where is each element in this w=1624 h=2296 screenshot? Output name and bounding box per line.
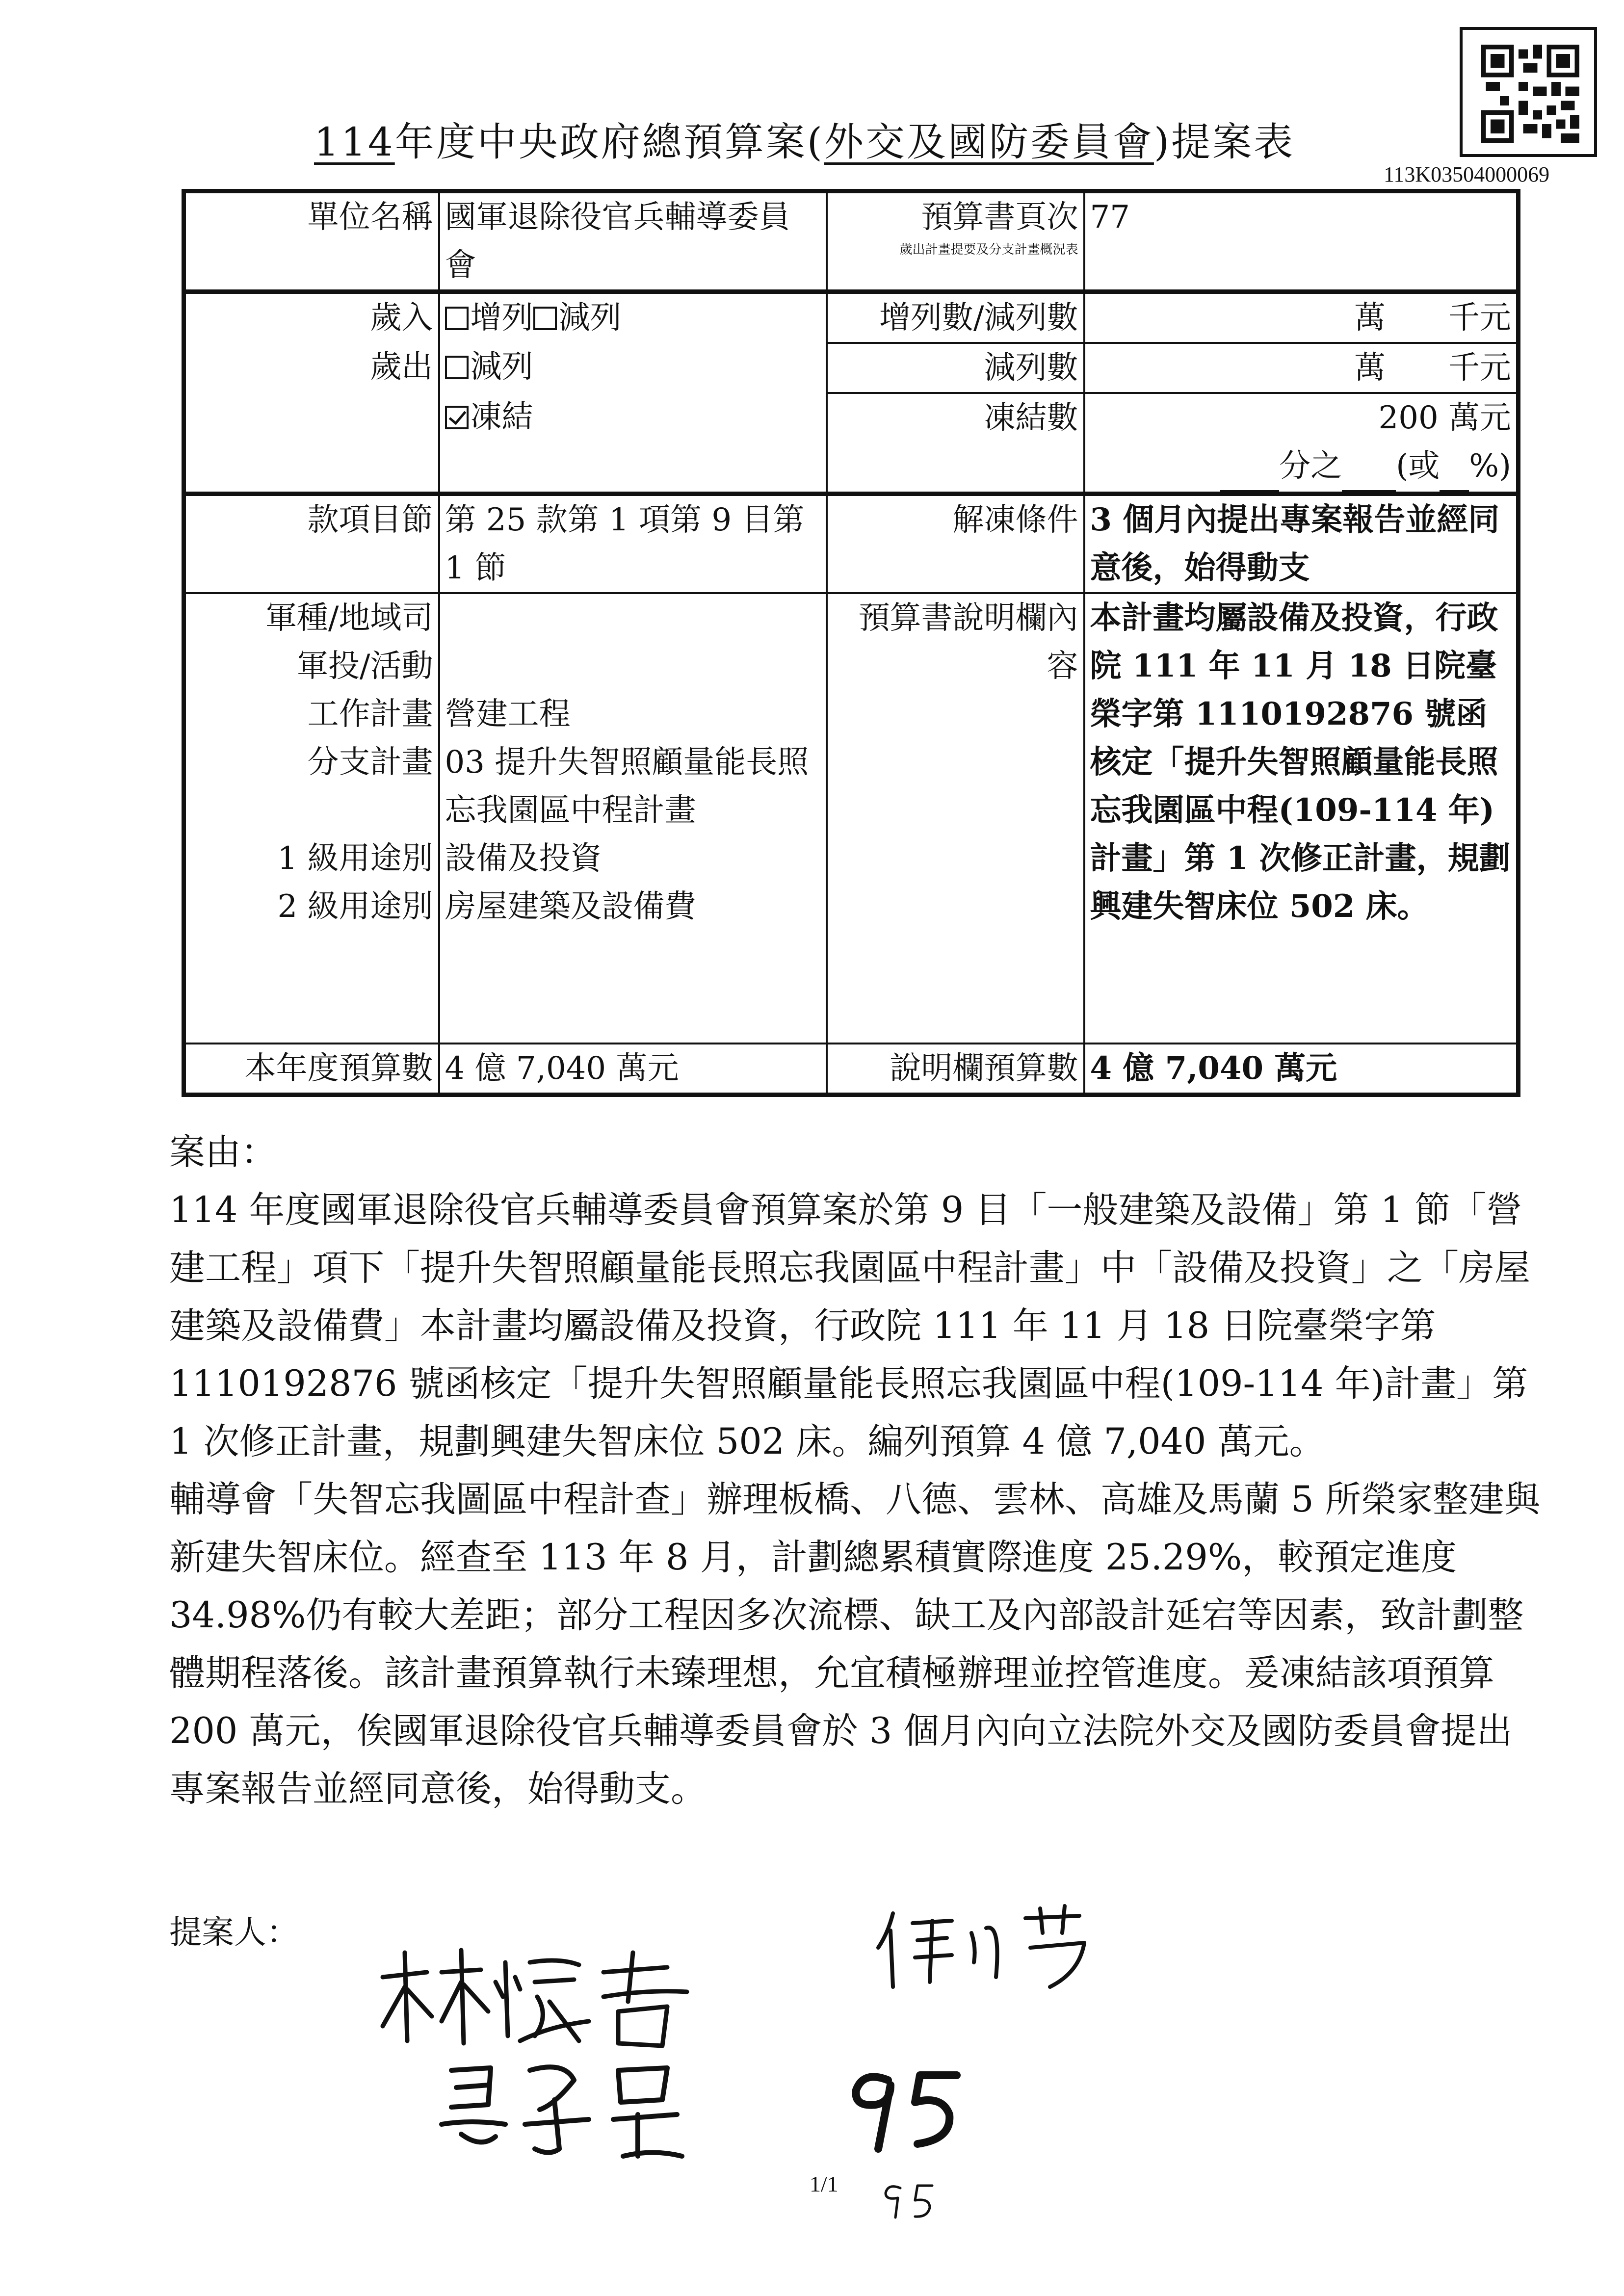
title-mid: 年度中央政府總預算案(: [394, 119, 824, 165]
use2-value: 房屋建築及設備費: [439, 883, 827, 931]
invest-label: 軍投/活動: [296, 648, 433, 684]
document-number: 113K03504000069: [1384, 162, 1550, 186]
page-title: [314, 110, 1344, 167]
work-value: 營建工程: [439, 690, 827, 738]
reason-paragraph-2: 輔導會「失智忘我圖區中程計查」辦理板橋、八德、雲林、高雄及馬蘭 5 所榮家整建與新建失智床位。經查至 113 年 8 月，計劃總累積實際進度 25.29%，較預定進度 34.98%仍有較大差距；部分工程因多次流標、缺工及內部設計延宕等因素，致計劃整體期程落後。該計畫預算執行未臻理想，允宜積極辦理並控管進度。爰凍結該項預算 200 萬元，俟國軍退除役官兵輔導委員會於 3 個月內向立法院外交及國防委員會提出專案報告並經同意後，始得動支。: [169, 1479, 1540, 1810]
budget-label: 本年度預算數: [184, 1044, 439, 1095]
income-amount-label: 增列數/減列數: [827, 292, 1084, 343]
proposer-label: 提案人：: [169, 1913, 299, 1951]
signature-xu: [873, 1904, 1099, 1992]
item-label: 款項目節: [184, 494, 439, 594]
desc-budget-value: 4 億 7,040 萬元: [1084, 1044, 1519, 1095]
proposal-form-table: [182, 189, 1520, 1097]
use1-label: 1 級用途別: [277, 840, 433, 877]
branch-value: [439, 593, 827, 642]
page-label: 預算書頁次: [921, 199, 1078, 235]
title-year: 114: [314, 119, 395, 165]
unit-value: 國軍退除役官兵輔導委員會: [439, 191, 827, 292]
qr-code-icon: [1460, 27, 1597, 157]
reason-section: [169, 1123, 1543, 1818]
unfreeze-value: 3 個月內提出專案報告並經同意後，始得動支: [1084, 494, 1519, 594]
sub-value: 03 提升失智照顧量能長照忘我園區中程計畫: [439, 738, 827, 835]
page-note: 歲出計畫提要及分支計畫概況表: [899, 242, 1078, 257]
item-value: 第 25 款第 1 項第 9 目第 1 節: [439, 494, 827, 594]
fraction-pct: %): [1469, 448, 1511, 484]
empty-cell: [439, 931, 827, 1044]
desc-label: 預算書說明欄內容: [827, 593, 1084, 1044]
expense-label: 歲出: [370, 349, 433, 385]
use1-value: 設備及投資: [439, 835, 827, 883]
handwritten-number: [834, 2061, 981, 2159]
unfreeze-label: 解凍條件: [827, 494, 1084, 594]
desc-budget-label: 說明欄預算數: [827, 1044, 1084, 1095]
income-amount: 萬 千元: [1084, 292, 1519, 343]
income-label: 歲入: [184, 292, 439, 343]
budget-value: 4 億 7,040 萬元: [439, 1044, 827, 1095]
income-opt-cut: 減列: [558, 300, 622, 336]
expense-amount: 萬 千元: [1084, 343, 1519, 393]
page-value: 77: [1084, 191, 1519, 292]
freeze-amount-cell: [1084, 393, 1519, 494]
invest-value: [439, 642, 827, 690]
sub-label: 分支計畫: [307, 744, 433, 781]
branch-label: 軍種/地域司: [184, 593, 439, 642]
page-label-cell: [827, 191, 1084, 292]
freeze-amount: 200 萬元: [1378, 400, 1511, 436]
fraction-line: [1090, 442, 1512, 492]
work-label: 工作計畫: [307, 696, 433, 732]
freeze-amount-label: 凍結數: [827, 393, 1084, 494]
fraction-text: 分之: [1279, 448, 1342, 484]
checkbox-icon: [445, 307, 469, 330]
checkbox-icon: [533, 307, 557, 330]
signature-ma: [432, 2051, 736, 2173]
use2-label: 2 級用途別: [277, 888, 433, 925]
expense-amount-label: 減列數: [827, 343, 1084, 393]
checkbox-icon: [445, 356, 469, 379]
handwritten-page-mark: [878, 2178, 947, 2222]
empty-cell: [184, 931, 439, 1044]
checked-box-icon: [445, 406, 469, 429]
signature-lin: [373, 1943, 716, 2056]
desc-value: 本計畫均屬設備及投資，行政院 111 年 11 月 18 日院臺榮字第 1110192876 號函核定「提升失智照顧量能長照忘我園區中程(109-114 年)計畫」第 1 次修正計畫，規劃興建失智床位 502 床。: [1084, 593, 1519, 1044]
income-options: [439, 292, 827, 343]
expense-options: [439, 343, 827, 393]
page-number: 1/1: [810, 2171, 838, 2196]
income-opt-add: 增列: [470, 300, 533, 336]
empty-cell: [184, 393, 439, 494]
freeze-option: [439, 393, 827, 494]
title-committee: 外交及國防委員會: [824, 119, 1154, 165]
fraction-or: (或: [1396, 448, 1440, 484]
title-end: )提案表: [1153, 119, 1295, 165]
freeze-opt: 凍結: [470, 399, 533, 435]
unit-label: 單位名稱: [307, 199, 433, 235]
reason-paragraph-1: 114 年度國軍退除役官兵輔導委員會預算案於第 9 目「一般建築及設備」第 1 節「營建工程」項下「提升失智照顧量能長照忘我園區中程計畫」中「設備及投資」之「房屋建築及設備費」本計畫均屬設備及投資，行政院 111 年 11 月 18 日院臺榮字第 1110192876 號函核定「提升失智照顧量能長照忘我園區中程(109-114 年)計畫」第 1 次修正計畫，規劃興建失智床位 502 床。編列預算 4 億 7,040 萬元。: [169, 1189, 1530, 1462]
reason-label: 案由：: [169, 1131, 277, 1173]
expense-opt-cut: 減列: [470, 349, 533, 385]
